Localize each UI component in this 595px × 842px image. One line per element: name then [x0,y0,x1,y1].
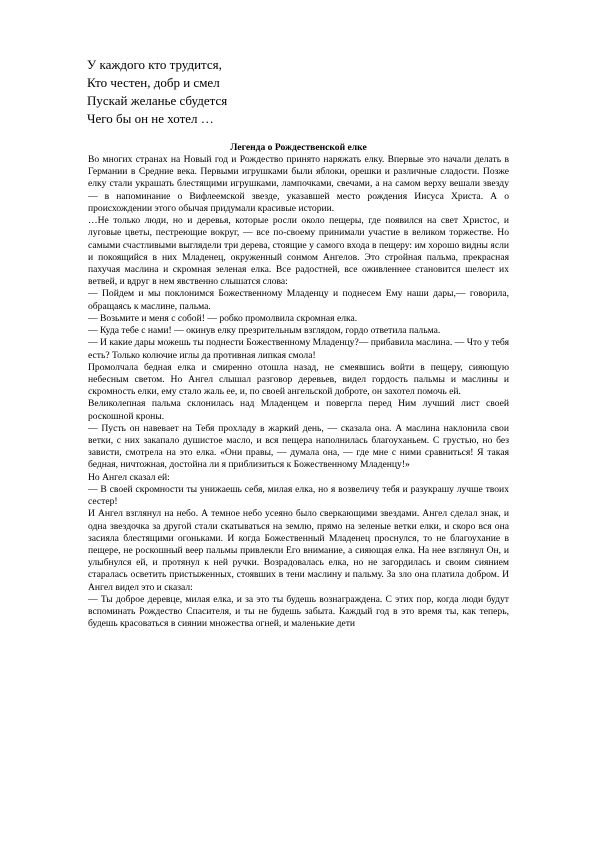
paragraph: — Пойдем и мы поклонимся Божественному Младенцу и поднесем Ему наши дары,— говорила, обращаясь к маслине, пальма. [88,288,509,312]
poem-line: Кто честен, добр и смел [87,75,220,90]
paragraph: — Возьмите и меня с собой! — робко промолвила скромная елка. [88,312,358,324]
paragraph: — И какие дары можешь ты поднести Божественному Младенцу?— прибавила маслина. — Что у тебя есть? Только колючие иглы да противная липкая смола! [88,337,509,361]
paragraph: — Куда тебе с нами! — окинув елку презрительным взглядом, гордо ответила пальма. [88,325,441,337]
poem-line: Чего бы он не хотел … [87,111,214,126]
paragraph: Во многих странах на Новый год и Рождество принято наряжать елку. Впервые это начали делать в Германии в Средние века. Первыми игрушками были яблоки, орешки и различные сладости. Позже елку стали украшать блестящими игрушками, лампочками, свечами, а на самом верху вешали звезду — в напоминание о Вифлеемской звезде, указавшей место рождения Иисуса Христа. А о происхождении этого обычая придумали красивые истории. [88,154,509,214]
paragraph: Великолепная пальма склонилась над Младенцем и повергла перед Ним лучший лист своей роскошной кроны. [88,398,509,422]
epigraph-poem [87,56,387,128]
poem-line: Пускай желанье сбудется [87,93,228,108]
paragraph: Промолчала бедная елка и смиренно отошла назад, не смеявшись войти в пещеру, сияющую небесным светом. Но Ангел слышал разговор деревьев, видел гордость пальмы и маслины и скромность елки, ему стало жаль ее, и, по своей ангельской доброте, он захотел помочь ей. [88,361,509,398]
legend-title: Легенда о Рождественской елке [230,142,367,153]
paragraph: — В своей скромности ты унижаешь себя, милая елка, но я возвеличу тебя и разукрашу лучше твоих сестер! [88,483,509,508]
paragraph: И Ангел взглянул на небо. А темное небо усеяно было сверкающими звездами. Ангел сделал знак, и одна звездочка за другой стали скатываться на землю, прямо на зеленые ветки елки, и скоро вся она засияла блестящими огоньками. И когда Божественный Младенец проснулся, то не благоухание в пещере, не роскошный веер пальмы привлекли Его внимание, а сияющая елка. На нее взглянул Он, и улыбнулся ей, и протянул к ней ручки. Возрадовалась елка, но не загордилась и своим сиянием старалась осветить пристыженных, стоявших в тени маслину и пальму. За зло она платила добром. И Ангел видел это и сказал: [88,508,509,593]
legend-body [88,154,509,631]
paragraph: — Пусть он навевает на Тебя прохладу в жаркий день, — сказала она. А маслина наклонила свои ветки, с них закапало душистое масло, и вся пещера наполнилась благоуханьем. С грустью, но без зависти, смотрела на это елка. «Они правы, — думала она, — где мне с ними сравниться! Я такая бедная, ничтожная, достойна ли я приблизиться к Божественному Младенцу!» [88,422,509,471]
paragraph: Но Ангел сказал ей: [88,471,170,483]
poem-line: У каждого кто трудится, [87,57,222,72]
paragraph: …Не только люди, но и деревья, которые росли около пещеры, где появился на свет Христос, и луговые цветы, пестреющие вокруг, — все по-своему принимали участие в великом торжестве. Но самыми счастливыми выглядели три дерева, стоящие у самого входа в пещеру: им хорошо видны ясли и покоящийся в них Младенец, окруженный сонмом Ангелов. Это стройная пальма, прекрасная пахучая маслина и скромная зеленая елка. Все радостней, все оживленнее становится шелест их ветвей, и вдруг в нем явственно слышатся слова: [88,215,509,288]
paragraph: — Ты доброе деревце, милая елка, и за это ты будешь вознаграждена. С этих пор, когда люди будут вспоминать Рождество Спасителя, и ты не будешь забыта. Каждый год в это время ты, как теперь, будешь красоваться в сиянии множества огней, и маленькие дети [88,593,509,630]
